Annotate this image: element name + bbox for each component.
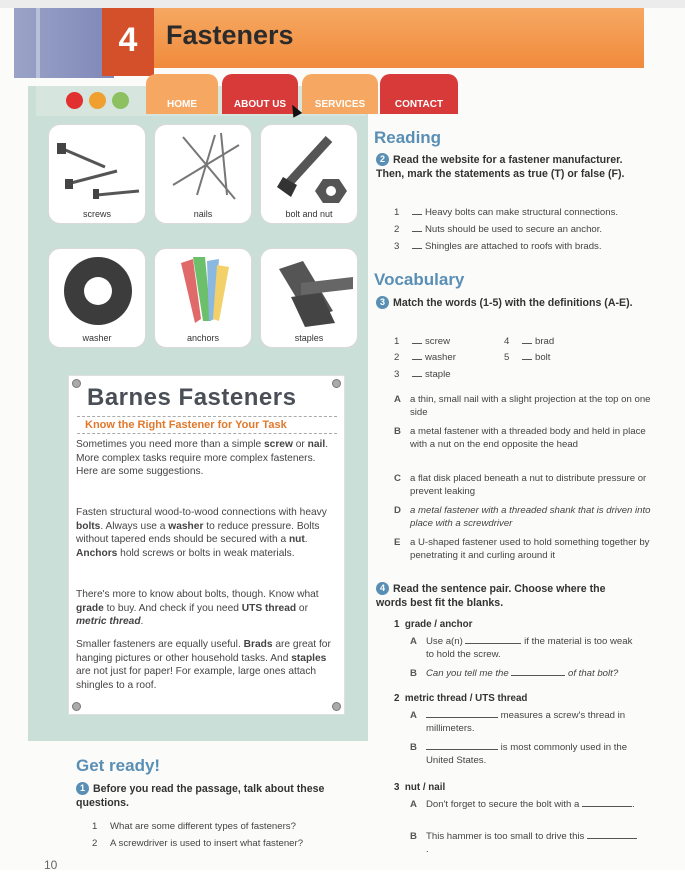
get-ready-instruction: 1 Before you read the passage, talk about these questions. [76, 783, 325, 809]
washer-icon [49, 249, 147, 329]
reading-instruction: 2 Read the website for a fastener manufacturer. Then, mark the statements as true (T) or false (F). [376, 154, 625, 180]
pair-sentence-b: B is most commonly used in the United States. [410, 742, 628, 766]
article-title: Barnes Fasteners [87, 384, 297, 411]
pair-sentence-a: A Use a(n) if the material is too weak to hold the screw. [410, 636, 633, 660]
get-ready-question: 2 A screwdriver is used to insert what fastener? [92, 838, 304, 849]
exercise-number: 2 [376, 153, 389, 166]
tab-home[interactable]: HOME [146, 74, 218, 114]
reading-heading: Reading [374, 128, 442, 147]
tab-contact[interactable]: CONTACT [380, 74, 458, 114]
card-label: anchors [186, 333, 220, 343]
screw-head-icon [72, 379, 81, 388]
exercise-number: 3 [376, 296, 389, 309]
pair-sentence-b: B This hammer is too small to drive this . [410, 831, 638, 859]
reading-statement: 2 Nuts should be used to secure an anchor. [394, 224, 603, 235]
screw-head-icon [72, 702, 81, 711]
vocab-word: 5 bolt [504, 352, 551, 363]
reading-statement: 3 Shingles are attached to roofs with brads. [394, 241, 602, 252]
vocabulary-heading: Vocabulary [374, 270, 465, 289]
get-ready-question: 1 What are some different types of fasteners? [92, 821, 296, 832]
page-number: 10 [44, 858, 58, 872]
pair-title: 1 grade / anchor [394, 619, 473, 630]
article-paragraph-4: Smaller fasteners are equally useful. Brads are great for hanging pictures or other household tasks. And staples are not just for paper! For example, large ones attach shingles to a roof. [76, 639, 331, 692]
vocabulary-instruction: 3 Match the words (1-5) with the definitions (A-E). [376, 296, 638, 311]
exercise-number: 4 [376, 582, 389, 595]
card-label: staples [294, 333, 324, 343]
sentence-pair-instruction: 4 Read the sentence pair. Choose where the words best fit the blanks. [376, 583, 606, 609]
vocab-definition: B a metal fastener with a threaded body and held in place with a nut on the end opposite the head [394, 426, 646, 450]
card-anchors [154, 248, 252, 348]
card-label: screws [82, 209, 111, 219]
vocab-word: 3 staple [394, 369, 451, 380]
pair-sentence-b: B Can you tell me the of that bolt? [410, 668, 619, 679]
bolt-and-nut-icon [261, 125, 359, 205]
vocab-word: 4 brad [504, 336, 555, 347]
article-box [68, 375, 345, 715]
unit-title: Fasteners [166, 20, 294, 50]
screws-icon [49, 125, 147, 205]
unit-number: 4 [102, 8, 154, 76]
pair-title: 2 metric thread / UTS thread [394, 693, 528, 704]
vocab-word: 2 washer [394, 352, 456, 363]
window-dot-green [112, 92, 129, 109]
card-label: washer [82, 333, 112, 343]
screw-head-icon [332, 702, 341, 711]
vocab-definition: E a U-shaped fastener used to hold something together by penetrating it and curling around it [394, 537, 650, 561]
card-label: bolt and nut [285, 209, 333, 219]
screw-head-icon [332, 379, 341, 388]
article-paragraph-2: Fasten structural wood-to-wood connections with heavy bolts. Always use a washer to reduce pressure. Bolts without tapered ends should be secured with a nut. Anchors hold screws or bolts in weak materials. [76, 507, 327, 560]
tab-about-us[interactable]: ABOUT US [222, 74, 298, 114]
window-dot-orange [89, 92, 106, 109]
card-screws [48, 124, 146, 224]
staples-icon [261, 249, 359, 329]
card-nails [154, 124, 252, 224]
pair-title: 3 nut / nail [394, 782, 446, 793]
get-ready-heading: Get ready! [76, 756, 161, 775]
reading-statement: 1 Heavy bolts can make structural connections. [394, 207, 619, 218]
nails-icon [155, 125, 253, 205]
tab-services[interactable]: SERVICES [302, 74, 378, 114]
card-staples [260, 248, 358, 348]
article-subtitle: Know the Right Fastener for Your Task [77, 416, 337, 434]
exercise-number: 1 [76, 782, 89, 795]
vocab-word: 1 screw [394, 336, 451, 347]
card-bolt-and-nut [260, 124, 358, 224]
book-spine [14, 8, 114, 78]
card-label: nails [193, 209, 213, 219]
pair-sentence-a: A measures a screw's thread in millimeters. [410, 710, 626, 734]
article-paragraph-1: Sometimes you need more than a simple screw or nail. More complex tasks require more complex fasteners. Here are some suggestions. [76, 439, 329, 478]
vocab-definition: D a metal fastener with a threaded shank that is driven into place with a screwdriver [394, 505, 651, 529]
pair-sentence-a: A Don't forget to secure the bolt with a . [410, 799, 635, 810]
vocab-definition: C a flat disk placed beneath a nut to distribute pressure or prevent leaking [394, 473, 647, 497]
article-paragraph-3: There's more to know about bolts, though. Know what grade to buy. And check if you need UTS thread or metric thread. [76, 589, 319, 628]
top-strip [0, 0, 685, 8]
card-washer [48, 248, 146, 348]
window-dot-red [66, 92, 83, 109]
anchors-icon [155, 249, 253, 329]
vocab-definition: A a thin, small nail with a slight projection at the top on one side [394, 394, 651, 418]
